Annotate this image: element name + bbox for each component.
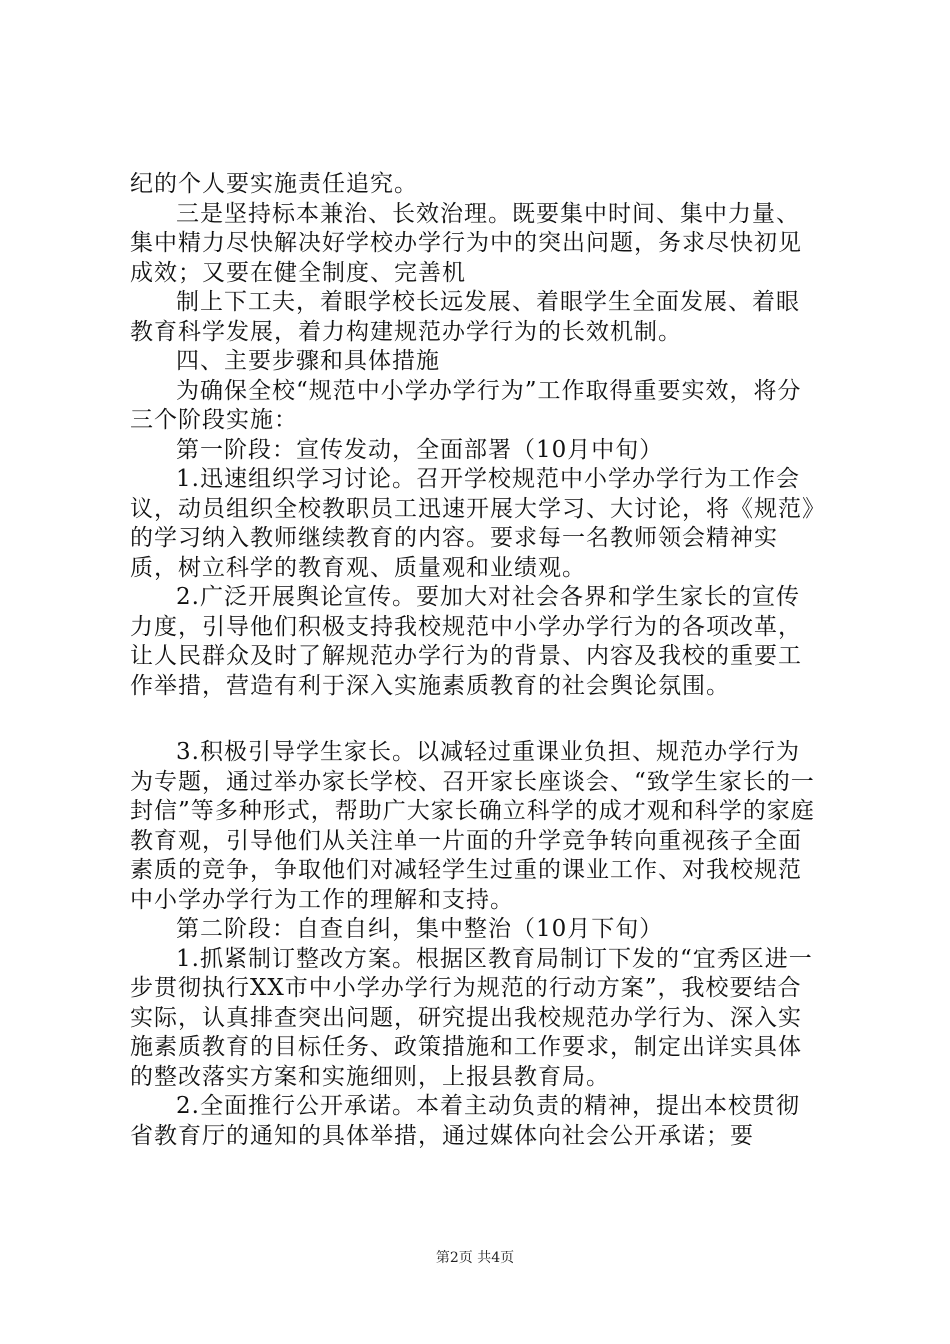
page-footer: 第2页 共4页 [435, 1250, 515, 1266]
paragraph-7: 1.迅速组织学习讨论。召开学校规范中小学办学行为工作会议，动员组织全校教职员工迅速开展大学习、大讨论，将《规范》的学习纳入教师继续教育的内容。要求每一名教师领会精神实质，树立科学的教育观、质量观和业绩观。 [130, 466, 815, 581]
paragraph-11: 1.抓紧制订整改方案。根据区教育局制订下发的“宜秀区进一步贯彻执行XX市中小学办学行为规范的行动方案”，我校要结合实际，认真排查突出问题，研究提出我校规范办学行为、深入实施素质教育的目标任务、政策措施和工作要求，制定出详实具体的整改落实方案和实施细则，上报县教育局。 [130, 945, 813, 1090]
paragraph-12: 2.全面推行公开承诺。本着主动负责的精神，提出本校贯彻省教育厅的通知的具体举措，通过媒体向社会公开承诺；要 [130, 1093, 800, 1149]
paragraph-2: 三是坚持标本兼治、长效治理。既要集中时间、集中力量、集中精力尽快解决好学校办学行为中的突出问题，务求尽快初见成效；又要在健全制度、完善机 [130, 200, 802, 286]
paragraph-gap [130, 701, 820, 738]
paragraph-1: 纪的个人要实施责任追究。 [130, 171, 418, 197]
document-body [130, 170, 820, 1151]
stage-two-heading: 第二阶段：自查自纠，集中整治（10月下旬） [176, 916, 664, 942]
paragraph-3: 制上下工夫，着眼学校长远发展、着眼学生全面发展、着眼教育科学发展，着力构建规范办学行为的长效机制。 [130, 289, 800, 345]
paragraph-8: 2.广泛开展舆论宣传。要加大对社会各界和学生家长的宣传力度，引导他们积极支持我校规范中小学办学行为的各项改革，让人民群众及时了解规范办学行为的背景、内容及我校的重要工作举措，营造有利于深入实施素质教育的社会舆论氛围。 [130, 584, 802, 699]
stage-one-heading: 第一阶段：宣传发动，全面部署（10月中旬） [176, 436, 664, 463]
paragraph-9: 3.积极引导学生家长。以减轻过重课业负担、规范办学行为为专题，通过举办家长学校、召开家长座谈会、“致学生家长的一封信”等多种形式，帮助广大家长确立科学的成才观和科学的家庭教育观，引导他们从关注单一片面的升学竞争转向重视孩子全面素质的竞争，争取他们对减轻学生过重的课业工作、对我校规范中小学办学行为工作的理解和支持。 [130, 739, 815, 913]
paragraph-5: 为确保全校“规范中小学办学行为”工作取得重要实效，将分三个阶段实施： [130, 377, 802, 433]
section-heading-steps: 四、主要步骤和具体措施 [176, 348, 440, 374]
